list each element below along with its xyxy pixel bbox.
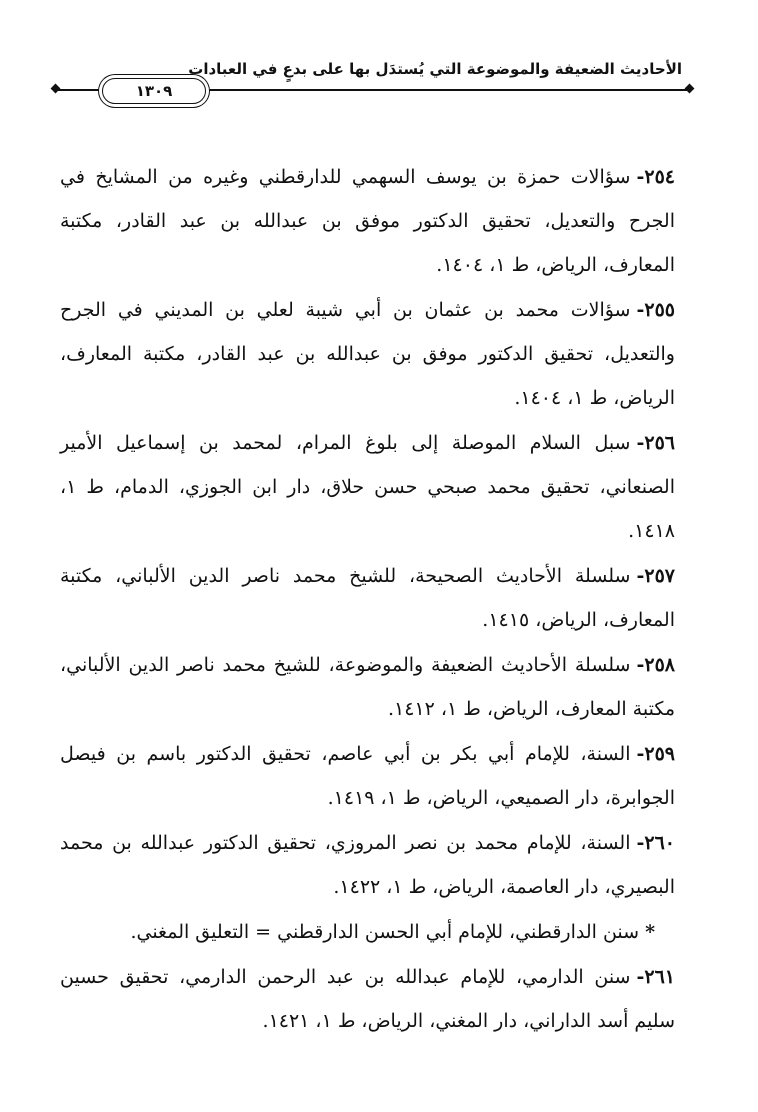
entry-number: ٢٥٧- xyxy=(636,565,675,587)
entry-number: ٢٥٦- xyxy=(636,432,675,454)
entry-text: السنة، للإمام أبي بكر بن أبي عاصم، تحقيق الدكتور باسم بن فيصل الجوابرة، دار الصميعي، الرياض، ط ١، ١٤١٩. xyxy=(60,743,675,809)
entry-text: سنن الدارمي، للإمام عبدالله بن عبد الرحمن الدارمي، تحقيق حسين سليم أسد الداراني، دار المغني، الرياض، ط ١، ١٤٢١. xyxy=(60,966,675,1032)
rule-diamond-left-icon xyxy=(51,84,61,94)
cross-reference-note xyxy=(60,910,675,954)
entry-text: سؤالات حمزة بن يوسف السهمي للدارقطني وغيره من المشايخ في الجرح والتعديل، تحقيق الدكتور موفق بن عبدالله بن عبد القادر، مكتبة المعارف، الرياض، ط ١، ١٤٠٤. xyxy=(60,166,675,276)
bibliography-entry-259 xyxy=(60,732,675,820)
bibliography-entry-261 xyxy=(60,955,675,1043)
bibliography-entry-260 xyxy=(60,821,675,909)
bibliography-entry-254 xyxy=(60,155,675,287)
entry-number: ٢٥٩- xyxy=(636,743,675,765)
entry-text: سلسلة الأحاديث الضعيفة والموضوعة، للشيخ محمد ناصر الدين الألباني، مكتبة المعارف، الرياض، ط ١، ١٤١٢. xyxy=(60,654,675,720)
entry-number: ٢٥٤- xyxy=(636,166,675,188)
bibliography-entry-256 xyxy=(60,421,675,553)
bibliography-entry-257 xyxy=(60,554,675,642)
bibliography-list xyxy=(60,155,675,1044)
page-header xyxy=(48,56,690,102)
rule-diamond-right-icon xyxy=(685,84,695,94)
page-number: ١٣٠٩ xyxy=(102,78,206,104)
entry-number: ٢٦١- xyxy=(636,966,675,988)
entry-number: ٢٥٨- xyxy=(636,654,675,676)
entry-text: سبل السلام الموصلة إلى بلوغ المرام، لمحمد بن إسماعيل الأمير الصنعاني، تحقيق محمد صبحي حسن حلاق، دار ابن الجوزي، الدمام، ط ١، ١٤١٨. xyxy=(60,432,675,542)
entry-text: سلسلة الأحاديث الصحيحة، للشيخ محمد ناصر الدين الألباني، مكتبة المعارف، الرياض، ١٤١٥. xyxy=(60,565,675,631)
running-title: الأحاديث الضعيفة والموضوعة التي يُستدَل بها على بدعٍ في العبادات xyxy=(188,60,682,78)
asterisk-icon: * xyxy=(645,921,655,943)
bibliography-entry-258 xyxy=(60,643,675,731)
entry-text: سؤالات محمد بن عثمان بن أبي شيبة لعلي بن المديني في الجرح والتعديل، تحقيق الدكتور موفق بن عبدالله بن عبد القادر، مكتبة المعارف، الرياض، ط ١، ١٤٠٤. xyxy=(60,299,675,409)
entry-number: ٢٥٥- xyxy=(636,299,675,321)
bibliography-entry-255 xyxy=(60,288,675,420)
note-text: سنن الدارقطني، للإمام أبي الحسن الدارقطني = التعليق المغني. xyxy=(130,921,640,943)
entry-text: السنة، للإمام محمد بن نصر المروزي، تحقيق الدكتور عبدالله بن محمد البصيري، دار العاصمة، الرياض، ط ١، ١٤٢٢. xyxy=(60,832,675,898)
entry-number: ٢٦٠- xyxy=(636,832,675,854)
